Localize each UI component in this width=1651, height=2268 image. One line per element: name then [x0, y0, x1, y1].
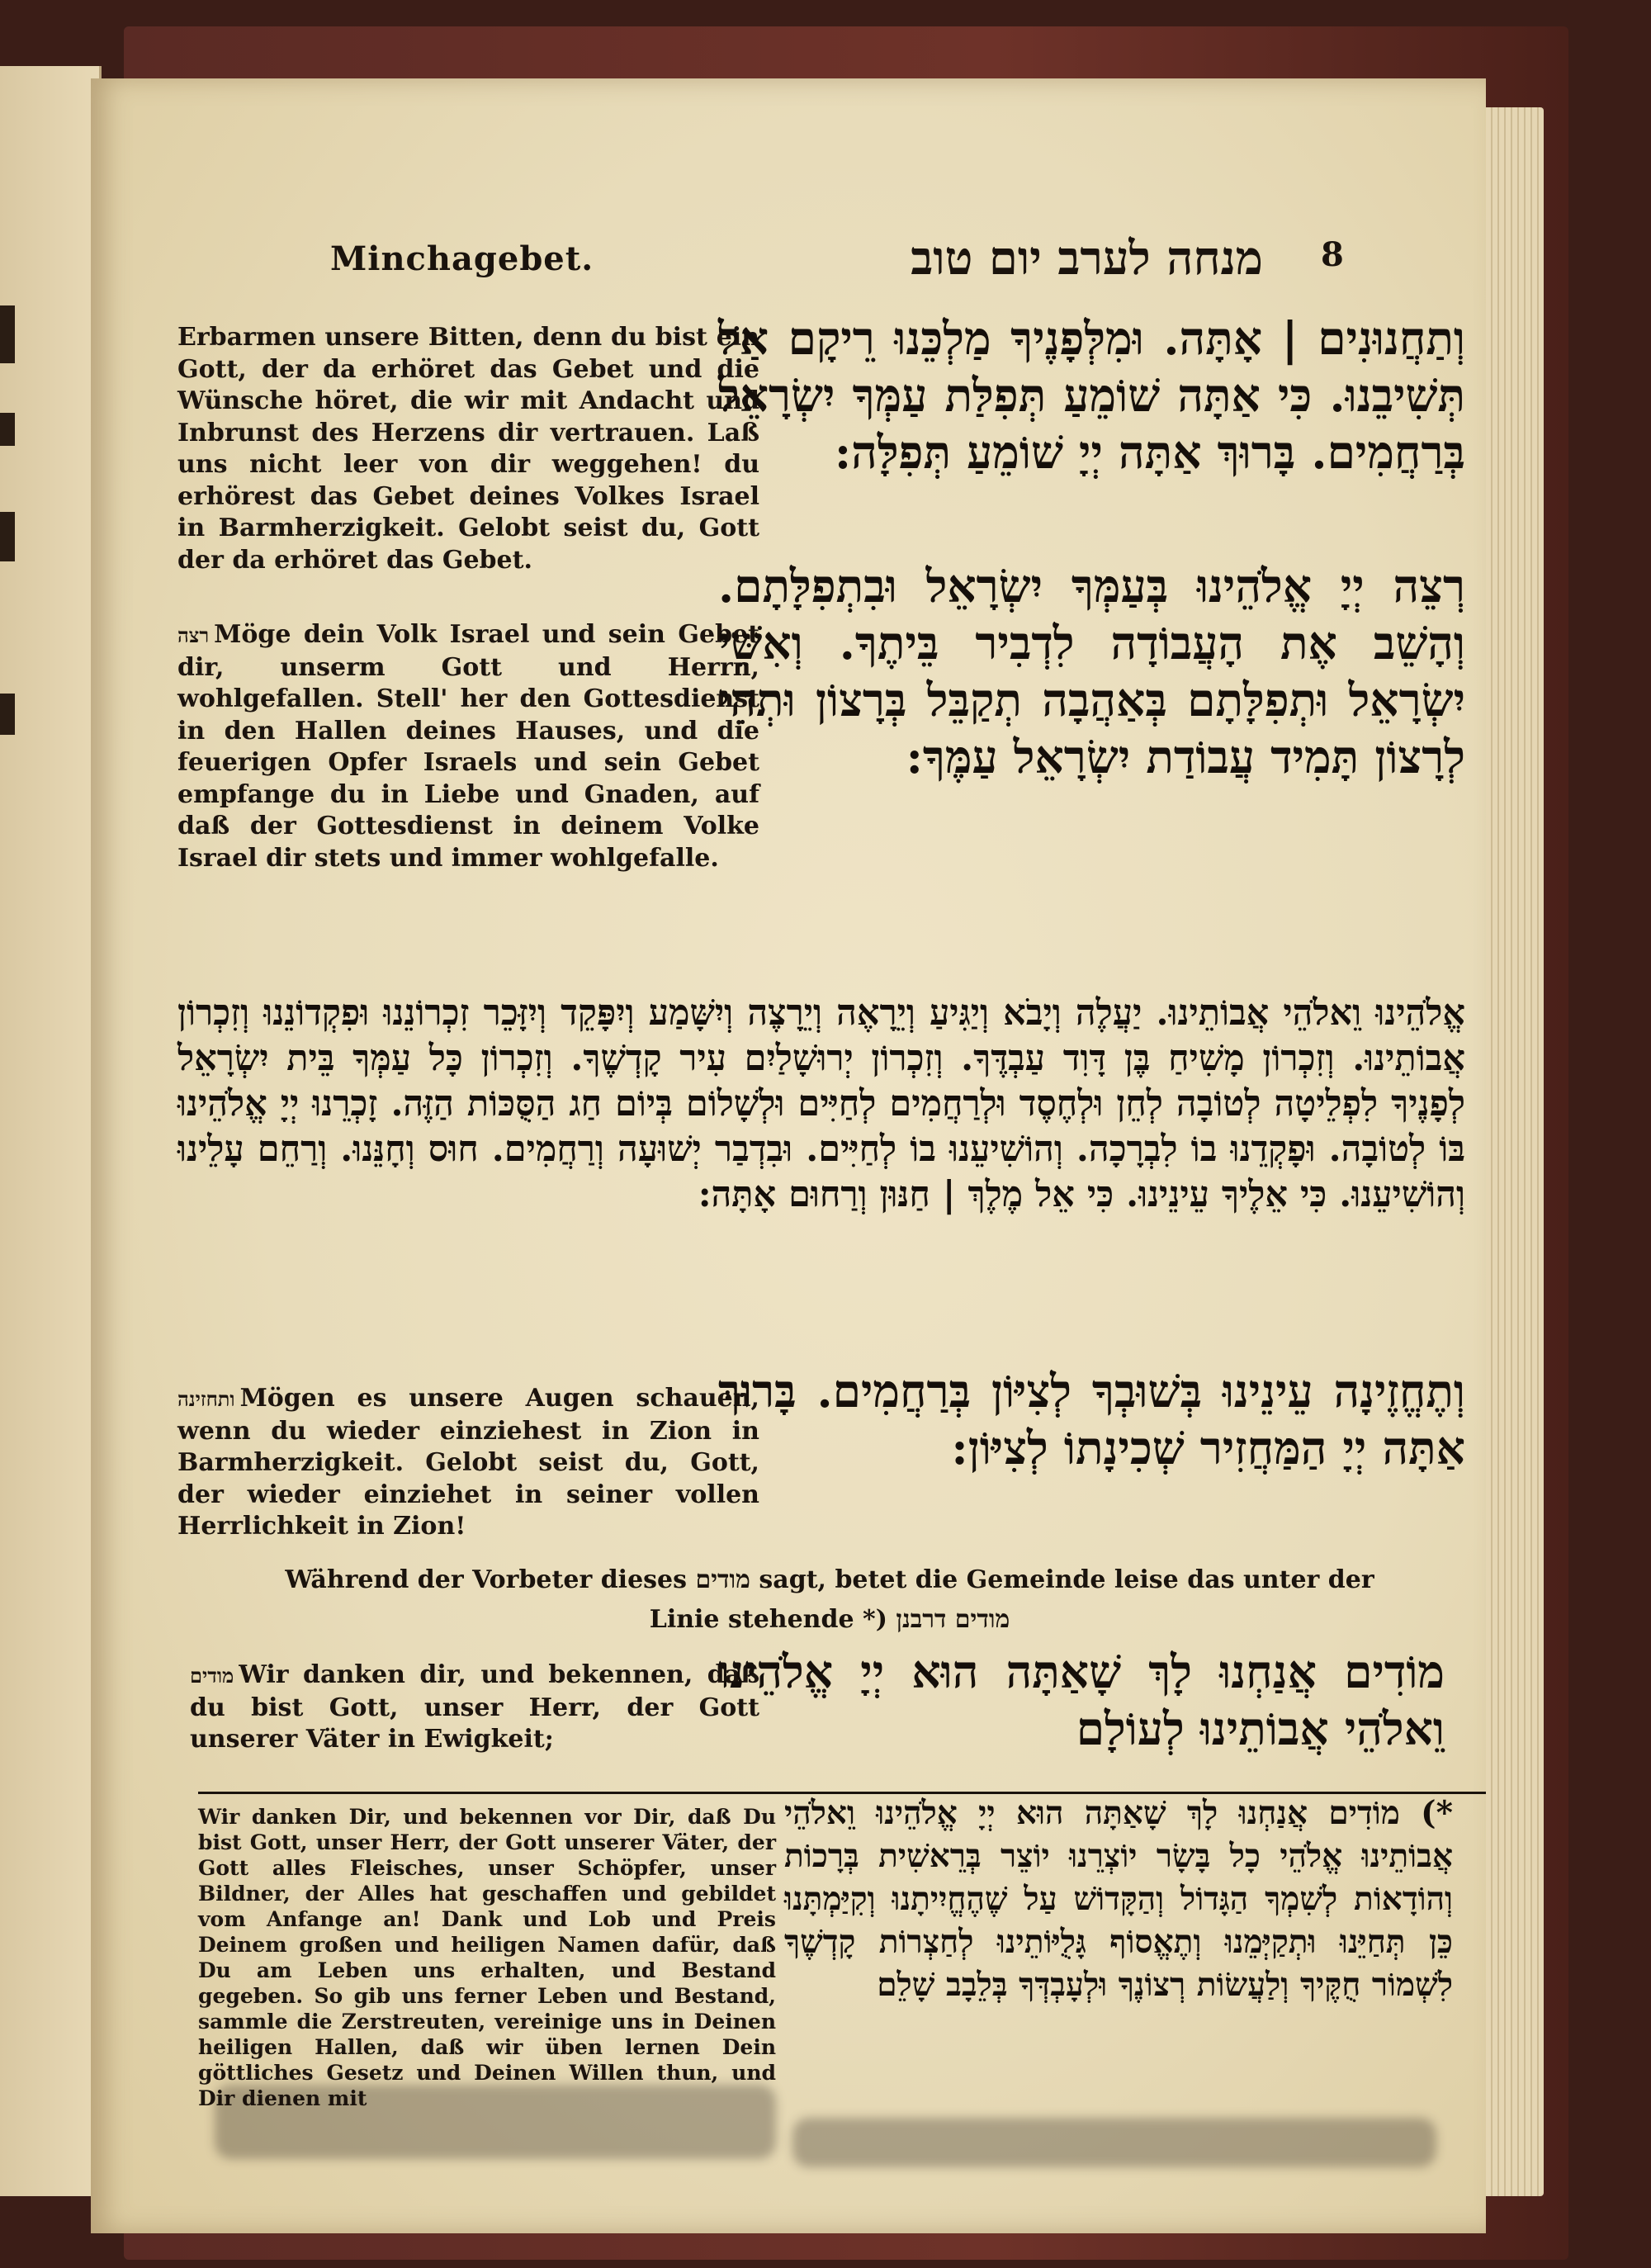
hebrew-footnote: *) מוֹדִים אֲנַחְנוּ לָךְ שָׁאַתָּה הוּא יְיָ אֱלֹהֵינוּ וֵאלֹהֵי אֲבוֹתֵינוּ אֱלֹהֵי כָל בָּשָׂר יוֹצְרֵנוּ יוֹצֵר בְּרֵאשִׁית בְּרָכוֹת וְהוֹדָאוֹת לְשִׁמְךָ הַגָּדוֹל וְהַקָּדוֹשׁ עַל שֶׁהֶחֱיִיתָנוּ וְקִיַּמְתָּנוּ כֵּן תְּחַיֵּנוּ וּתְקַיְּמֵנוּ וְתֶאֱסוֹף גָּלֻיּוֹתֵינוּ לְחַצְרוֹת קָדְשֶׁךָ לִשְׁמוֹר חֻקֶּיךָ וְלַעֲשׂוֹת רְצוֹנֶךָ וּלְעָבְדְּךָ בְּלֵבָב שָׁלֵם [784, 1794, 1453, 2004]
page-number: 8 [1321, 235, 1344, 274]
german-footnote: Wir danken Dir, und bekennen vor Dir, daß Du bist Gott, unser Herr, der Gott unserer Väter, der Gott alles Fleisches, unser Schöpfer, unser Bildner, der Alles hat geschaffen und gebildet vom Anfange an! Dank und Lob und Preis Deinem großen und heiligen Namen dafür, daß Du am Leben uns erhalten, und Bestand gegeben. So gib uns ferner Leben und Bestand, sammle die Zerstreuten, vereinige uns in Deinen heiligen Hallen, daß wir üben lernen Dein göttliches Gesetz und Deinen Willen thun, und Dir dienen mit [198, 1805, 776, 2110]
hebrew-headword: מודים [190, 1664, 234, 1688]
ink-smudge [792, 2118, 1436, 2167]
hebrew-headword: ותחזינה [177, 1387, 235, 1411]
hebrew-text-block-1: וְתַחֲנוּנִים | אָתָּה. וּמִלְּפָנֶיךָ מַלְכֵּנוּ רֵיקָם אַל תְּשִׁיבֵנוּ. כִּי אַתָּה שׁוֹמֵעַ תְּפִלַּת עַמְּךָ יִשְׂרָאֵל בְּרַחֲמִים. בָּרוּךְ אַתָּה יְיָ שׁוֹמֵעַ תְּפִלָּה: [718, 311, 1465, 479]
running-header-hebrew: מנחה לערב יום טוב [911, 231, 1263, 286]
ink-smudge [215, 2085, 776, 2159]
hebrew-text-block-5: מוֹדִים אֲנַחְנוּ לָךְ שָׁאַתָּה הוּא יְיָ אֱלֹהֵינוּ וֵאלֹהֵי אֲבוֹתֵינוּ לְעוֹלָם [718, 1645, 1445, 1755]
german-text-block-4: ותחזינה Mögen es unsere Augen schauen, wenn du wieder einziehest in Zion in Barmherzigkeit. Gelobt seist du, Gott, der wieder einziehet in seiner vollen Herrlichkeit in Zion! [177, 1384, 759, 1541]
book-page [91, 78, 1486, 2233]
german-text-block-1: Erbarmen unsere Bitten, denn du bist ein Gott, der da erhöret das Gebet und die Wünsche höret, die wir mit Andacht und Inbrunst des Herzens dir vertrauen. Laß uns nicht leer von dir weggehen! du erhörest das Gebet deines Volkes Israel in Barmherzigkeit. Gelobt seist du, Gott der da erhöret das Gebet. [177, 323, 759, 575]
hebrew-headword: רצה [177, 623, 210, 647]
running-header-german: Minchagebet. [330, 239, 594, 278]
hebrew-text-block-2: רְצֵה יְיָ אֱלֹהֵינוּ בְּעַמְּךָ יִשְׂרָאֵל וּבִתְפִלָּתָם. וְהָשֵׁב אֶת הָעֲבוֹדָה לִדְבִיר בֵּיתֶךָ. וְאִשֵּׁי יִשְׂרָאֵל וּתְפִלָּתָם בְּאַהֲבָה תְקַבֵּל בְּרָצוֹן וּתְהִי לְרָצוֹן תָּמִיד עֲבוֹדַת יִשְׂרָאֵל עַמֶּךָ: [718, 559, 1465, 784]
german-text-block-5: מודים Wir danken dir, und bekennen, daß du bist Gott, unser Herr, der Gott unserer Väter in Ewigkeit; [190, 1660, 759, 1754]
rubric-instruction [231, 1560, 1428, 1640]
hebrew-text-block-4: וְתֶחֱזֶינָה עֵינֵינוּ בְּשׁוּבְךָ לְצִיּוֹן בְּרַחֲמִים. בָּרוּךְ אַתָּה יְיָ הַמַּחֲזִיר שְׁכִינָתוֹ לְצִיּוֹן: [718, 1364, 1465, 1475]
left-page-edge [0, 66, 102, 2196]
rubric-line-2: Linie stehende *) מודים דרבנן [649, 1605, 1010, 1634]
rubric-line-1: Während der Vorbeter dieses מודים sagt, betet die Gemeinde leise das unter der [285, 1565, 1374, 1594]
german-text-block-2: רצה Möge dein Volk Israel und sein Gebet dir, unserm Gott und Herrn, wohlgefallen. Stell' her den Gottesdienst in den Hallen deines Hauses, und die feuerigen Opfer Israels und sein Gebet empfange du in Liebe und Gnaden, auf daß der Gottesdienst in deinem Volke Israel dir stets und immer wohlgefalle. [177, 620, 759, 873]
hebrew-text-block-3: אֱלֹהֵינוּ וֵאלֹהֵי אֲבוֹתֵינוּ. יַעֲלֶה וְיָבֹא וְיַגִּיעַ וְיֵרָאֶה וְיֵרָצֶה וְיִשָּׁמַע וְיִפָּקֵד וְיִזָּכֵר זִכְרוֹנֵנוּ וּפִקְדוֹנֵנוּ וְזִכְרוֹן אֲבוֹתֵינוּ. וְזִכְרוֹן מָשִׁיחַ בֶּן דָּוִד עַבְדֶּךָ. וְזִכְרוֹן יְרוּשָׁלַיִם עִיר קָדְשֶׁךָ. וְזִכְרוֹן כָּל עַמְּךָ בֵּית יִשְׂרָאֵל לְפָנֶיךָ לִפְלֵיטָה לְטוֹבָה לְחֵן וּלְחֶסֶד וּלְרַחֲמִים לְחַיִּים וּלְשָׁלוֹם בְּיוֹם חַג הַסֻּכּוֹת הַזֶּה. זָכְרֵנוּ יְיָ אֱלֹהֵינוּ בּוֹ לְטוֹבָה. וּפָקְדֵנוּ בוֹ לִבְרָכָה. וְהוֹשִׁיעֵנוּ בוֹ לְחַיִּים. וּבִדְבַר יְשׁוּעָה וְרַחֲמִים. חוּס וְחָנֵּנוּ. וְרַחֵם עָלֵינוּ וְהוֹשִׁיעֵנוּ. כִּי אֵלֶיךָ עֵינֵינוּ. כִּי אֵל מֶלֶךְ | חַנּוּן וְרַחוּם אָתָּה: [177, 992, 1465, 1215]
